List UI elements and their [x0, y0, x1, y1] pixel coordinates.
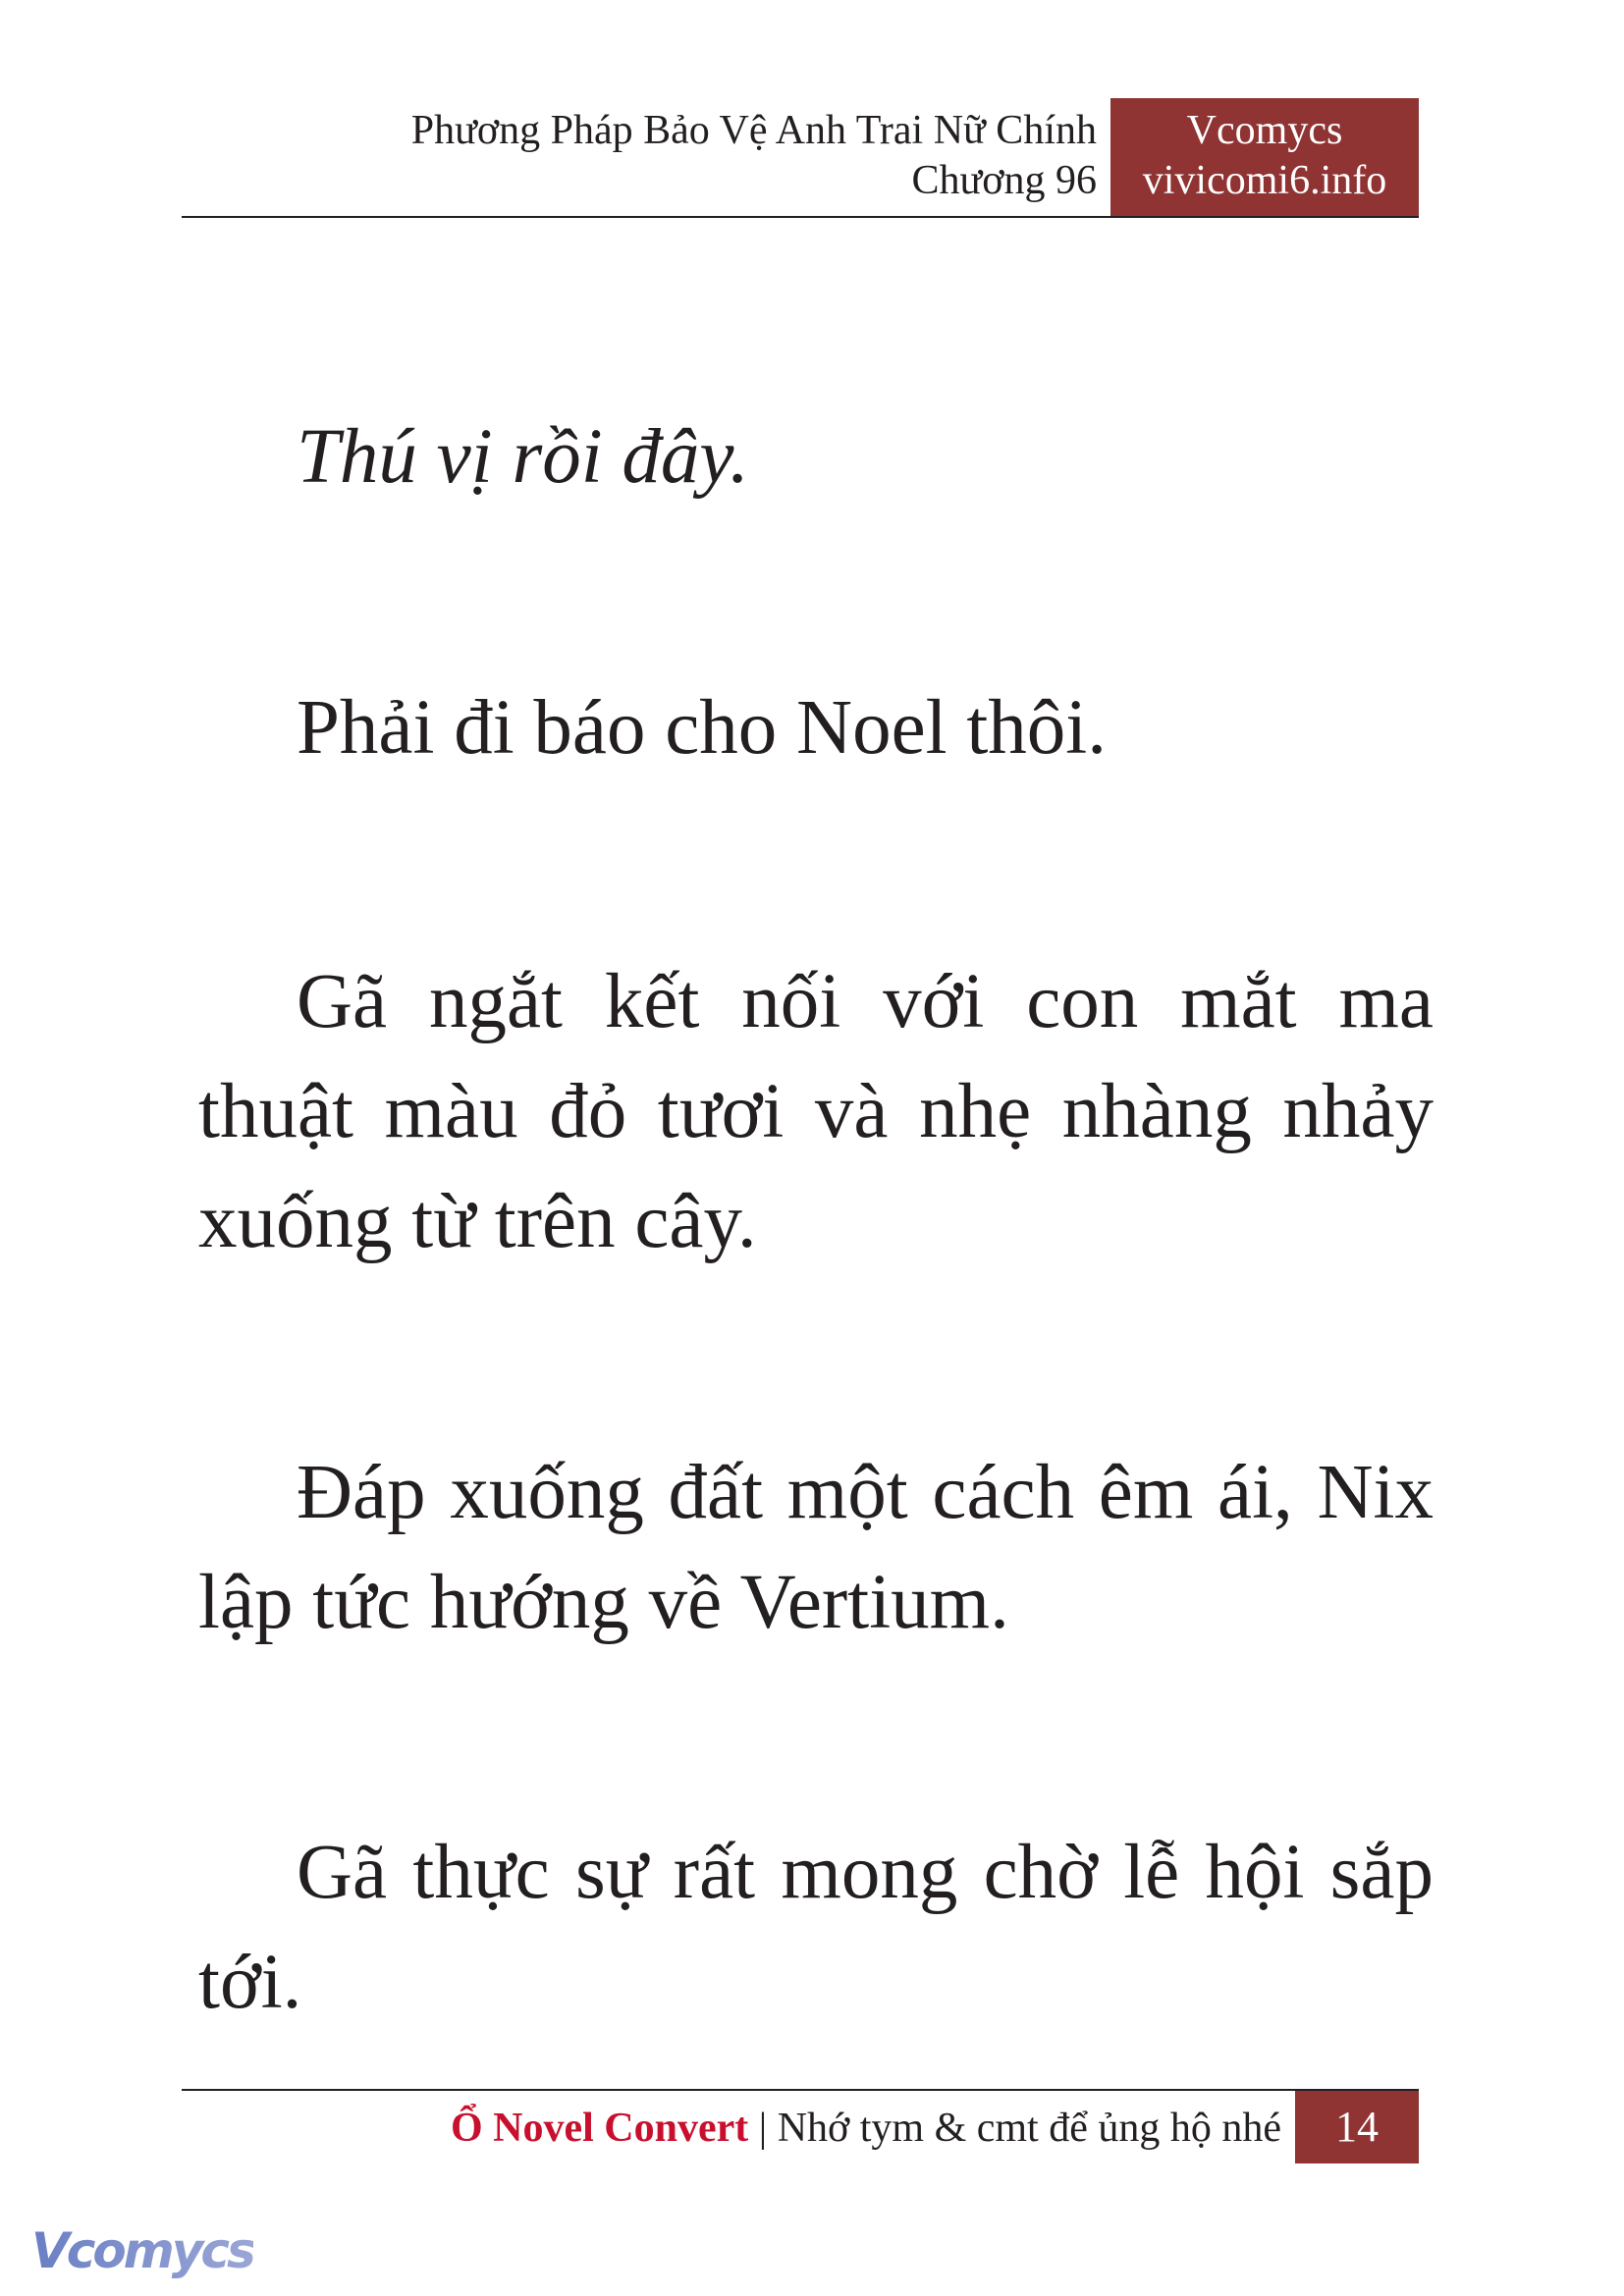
page-number: 14: [1295, 2091, 1419, 2163]
paragraph-4: Đáp xuống đất một cách êm ái, Nix lập tức hướng về Vertium.: [198, 1450, 1434, 1645]
book-title: Phương Pháp Bảo Vệ Anh Trai Nữ Chính: [410, 108, 1097, 153]
paragraph-1: Thú vị rồi đây.: [297, 414, 749, 500]
paragraph-5: Gã thực sự rất mong chờ lễ hội sắp tới.: [198, 1830, 1434, 2025]
paragraph-3: Gã ngắt kết nối với con mắt ma thuật màu đỏ tươi và nhẹ nhàng nhảy xuống từ trên cây.: [198, 959, 1434, 1264]
vcomycs-watermark-logo: [27, 2220, 253, 2289]
chapter-label: Chương 96: [911, 158, 1097, 203]
header-divider: [182, 216, 1419, 218]
watermark-logo-svg: [27, 2220, 253, 2289]
site-badge-name: Vcomycs: [1186, 108, 1343, 153]
site-badge: [1110, 98, 1419, 218]
footer-divider: [182, 2089, 1419, 2091]
footer-separator: |: [748, 2106, 778, 2151]
page-footer: [182, 2089, 1419, 2165]
site-badge-url: vivicomi6.info: [1142, 158, 1387, 203]
page-header: [182, 98, 1419, 218]
footer-brand: Ổ Novel Convert: [450, 2106, 749, 2151]
header-title-block: [411, 106, 1097, 206]
watermark-logo-text: Vcomycs: [31, 2222, 253, 2279]
paragraph-2: Phải đi báo cho Noel thôi.: [297, 685, 1107, 771]
footer-message: Nhớ tym & cmt để ủng hộ nhé: [777, 2106, 1281, 2151]
footer-text: [451, 2101, 1281, 2156]
